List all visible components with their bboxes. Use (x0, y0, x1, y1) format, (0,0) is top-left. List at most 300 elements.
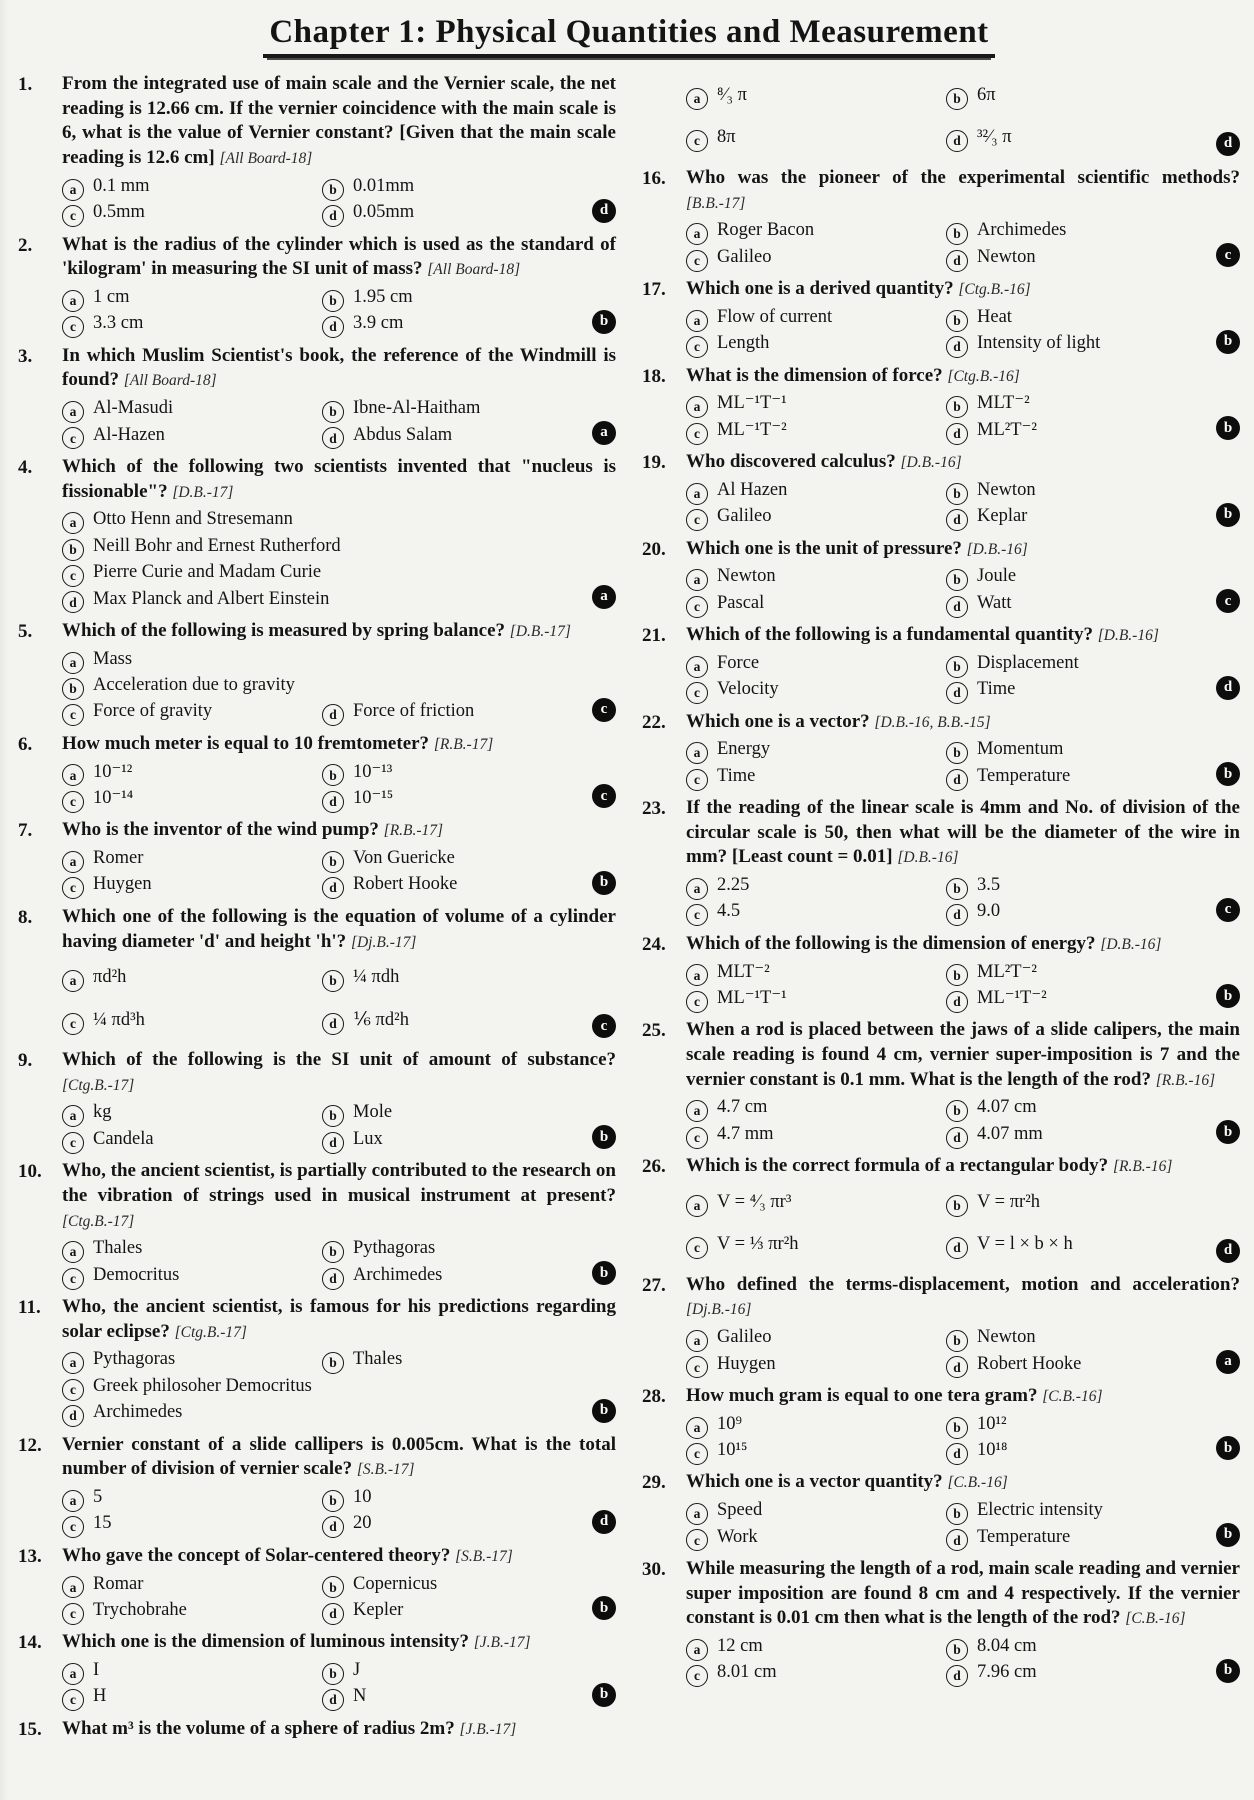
question-18 (642, 364, 1240, 444)
board-citation: [B.B.-17] (686, 194, 746, 212)
option-letter-circle: d (322, 704, 344, 726)
question-8 (18, 905, 616, 1041)
option-text: Kepler (353, 1599, 404, 1620)
option-letter-circle: d (322, 1603, 344, 1625)
question-20 (642, 537, 1240, 617)
option-d (946, 1121, 1206, 1147)
answer-badge: c (592, 1014, 616, 1038)
option-letter-circle: a (686, 396, 708, 418)
question-25 (642, 1018, 1240, 1147)
option-letter-circle: b (946, 1195, 968, 1217)
question-text: Which one is a derived quantity? [Ctg.B.-16] (686, 278, 1031, 299)
question-number: 25. (642, 1020, 666, 1042)
question-number: 27. (642, 1274, 666, 1296)
option-d (62, 586, 582, 612)
option-letter-circle: b (322, 1105, 344, 1127)
option-text: Otto Henn and Stresemann (93, 509, 293, 530)
option-text: Watt (977, 592, 1012, 613)
option-letter-circle: d (322, 316, 344, 338)
question-row (642, 450, 1240, 530)
question-21 (642, 623, 1240, 703)
option-c (686, 330, 946, 356)
option-letter-circle: c (686, 769, 708, 791)
question-number: 1. (18, 74, 33, 95)
option-d (946, 763, 1206, 789)
option-text: 4.07 cm (977, 1097, 1037, 1118)
question-12 (18, 1433, 616, 1537)
option-text: V = l × b × h (977, 1234, 1073, 1255)
question-row (18, 1048, 616, 1152)
question-number: 26. (642, 1156, 666, 1178)
board-citation: [D.B.-16] (897, 849, 959, 867)
question-9 (18, 1048, 616, 1152)
option-text: 2.25 (717, 875, 750, 896)
question-row (642, 277, 1240, 357)
option-text: 8π (717, 127, 736, 148)
board-citation: [S.B.-17] (356, 1461, 415, 1479)
question-6 (18, 732, 616, 812)
right-column (642, 72, 1240, 1750)
option-letter-circle: a (686, 656, 708, 678)
question-row (18, 72, 616, 226)
option-b (322, 1484, 582, 1510)
question-text: Which one is the dimension of luminous intensity? [J.B.-17] (62, 1631, 531, 1653)
option-c (686, 898, 946, 924)
option-a (62, 1346, 322, 1372)
option-letter-circle: b (946, 742, 968, 764)
option-text: Archimedes (977, 220, 1067, 241)
option-letter-circle: a (686, 742, 708, 764)
option-letter-circle: a (62, 970, 84, 992)
option-letter-circle: d (946, 250, 968, 272)
option-text: Huygen (93, 874, 152, 895)
board-citation: [S.B.-17] (455, 1547, 513, 1565)
option-letter-circle: c (62, 1603, 84, 1625)
option-text: 10 (353, 1487, 372, 1508)
option-letter-circle: c (62, 565, 84, 587)
question-17 (642, 277, 1240, 357)
option-text: 10¹⁵ (717, 1440, 748, 1461)
board-citation: [C.B.-16] (1042, 1387, 1103, 1405)
option-letter-circle: c (686, 991, 708, 1013)
option-a (686, 1633, 946, 1659)
option-text: Thales (353, 1349, 403, 1370)
option-letter-circle: b (322, 1663, 344, 1685)
option-letter-circle: c (62, 704, 84, 726)
option-text: 10⁻¹³ (353, 761, 393, 782)
option-a (686, 872, 946, 898)
answer-badge: d (1216, 132, 1240, 156)
question-text: Which one is a vector quantity? [C.B.-16] (686, 1471, 1008, 1493)
question-row (642, 623, 1240, 703)
option-letter-circle: a (62, 1352, 84, 1374)
option-c (686, 676, 946, 702)
question-number: 14. (18, 1632, 42, 1654)
option-text: 3.5 (977, 875, 1001, 896)
option-b (946, 217, 1206, 243)
question-body (62, 1630, 616, 1710)
option-text: Archimedes (353, 1264, 443, 1285)
question-11 (18, 1295, 616, 1426)
question-body (62, 732, 616, 812)
question-text: What is the dimension of force? [Ctg.B.-16] (686, 364, 1020, 386)
question-row (18, 905, 616, 1041)
option-text: ⅙ πd²h (353, 1009, 409, 1030)
option-text: Huygen (717, 1353, 776, 1374)
option-text: 8.04 cm (977, 1636, 1037, 1656)
option-a (62, 395, 322, 421)
question-body (686, 623, 1240, 703)
option-d (946, 116, 1206, 158)
question-columns (18, 72, 1240, 1750)
left-column (18, 72, 616, 1750)
option-a (686, 959, 946, 985)
question-row (18, 1544, 616, 1624)
option-c (686, 763, 946, 789)
option-c (686, 1121, 946, 1147)
question-body (62, 619, 616, 725)
option-text: Momentum (977, 739, 1064, 760)
option-text: MLT⁻² (717, 961, 770, 982)
option-c (62, 871, 322, 897)
option-letter-circle: b (322, 1241, 344, 1263)
option-text: Robert Hooke (977, 1353, 1082, 1374)
question-number: 23. (642, 798, 666, 819)
question-text: What m³ is the volume of a sphere of radius 2m? [J.B.-17] (62, 1717, 517, 1739)
board-citation: [All Board-18] (219, 150, 313, 168)
title-wrap (18, 14, 1240, 58)
option-b (946, 650, 1206, 676)
option-letter-circle: a (686, 1100, 708, 1122)
options-grid (62, 1099, 616, 1152)
option-letter-circle: d (62, 1405, 84, 1427)
option-text: 9.0 (977, 901, 1001, 922)
option-letter-circle: c (62, 316, 84, 338)
question-text: Which of the following is the SI unit of amount of substance? [Ctg.B.-17] (62, 1049, 616, 1094)
question-body (62, 1295, 616, 1426)
option-text: 4.5 (717, 901, 741, 922)
question-body (686, 1018, 1240, 1147)
option-text: Robert Hooke (353, 874, 458, 895)
option-letter-circle: d (322, 1013, 344, 1035)
option-letter-circle: a (62, 512, 84, 534)
options-grid (686, 959, 1240, 1012)
option-text: J (353, 1660, 361, 1681)
question-text: Which of the following is a fundamental quantity? [D.B.-16] (686, 624, 1159, 645)
answer-badge: d (1216, 1239, 1240, 1263)
option-letter-circle: b (946, 1330, 968, 1352)
question-number: 22. (642, 711, 666, 733)
option-a (62, 1099, 322, 1125)
options-grid (62, 1484, 616, 1537)
options-grid (62, 173, 616, 226)
option-letter-circle: a (62, 764, 84, 786)
option-letter-circle: b (946, 1417, 968, 1439)
question-text: Which of the following is measured by spring balance? [D.B.-17] (62, 619, 571, 641)
question-text: What is the radius of the cylinder which is used as the standard of 'kilogram' in measuring the SI unit of mass? [All Board-18] (62, 233, 616, 280)
answer-badge: c (592, 784, 616, 808)
question-26 (642, 1154, 1240, 1266)
answer-badge: b (1216, 330, 1240, 354)
option-d (946, 590, 1206, 616)
option-text: Flow of current (717, 306, 833, 327)
option-d (946, 985, 1206, 1011)
option-c (62, 785, 322, 811)
option-c (62, 1510, 322, 1536)
option-b (322, 845, 582, 871)
option-letter-circle: a (62, 851, 84, 873)
option-text: Temperature (977, 765, 1071, 786)
option-a (686, 74, 946, 116)
option-text: Electric intensity (977, 1500, 1103, 1521)
option-text: V = πr²h (977, 1191, 1041, 1212)
option-text: V = ⅓ πr²h (717, 1234, 799, 1255)
option-letter-circle: a (62, 1241, 84, 1263)
option-letter-circle: a (686, 964, 708, 986)
answer-badge: c (1216, 589, 1240, 613)
question-number: 20. (642, 538, 666, 560)
option-d (322, 199, 582, 225)
question-row (642, 364, 1240, 444)
option-letter-circle: c (686, 130, 708, 152)
options-grid (686, 1497, 1240, 1550)
option-text: 1 cm (93, 286, 130, 307)
question-row (642, 1154, 1240, 1266)
question-5 (18, 619, 616, 725)
question-16 (642, 166, 1240, 270)
option-letter-circle: c (686, 1665, 708, 1687)
option-letter-circle: c (686, 1127, 708, 1149)
question-number: 2. (18, 234, 33, 256)
question-body (62, 1433, 616, 1537)
option-a (62, 646, 582, 672)
option-letter-circle: c (686, 1443, 708, 1465)
option-a (62, 845, 322, 871)
option-text: Joule (977, 566, 1017, 587)
option-letter-circle: b (946, 396, 968, 418)
option-letter-circle: b (322, 290, 344, 312)
question-27 (642, 1273, 1240, 1377)
option-b (62, 533, 582, 559)
question-row (18, 233, 616, 337)
option-a (686, 1181, 946, 1223)
option-text: Neill Bohr and Ernest Rutherford (93, 535, 341, 556)
board-citation: [Ctg.B.-16] (947, 367, 1020, 385)
option-d (62, 1399, 582, 1425)
option-letter-circle: a (62, 1105, 84, 1127)
option-letter-circle: a (62, 1663, 84, 1685)
option-c (686, 503, 946, 529)
question-number: 8. (18, 906, 33, 928)
option-text: Pierre Curie and Madam Curie (93, 562, 322, 583)
option-b (322, 395, 582, 421)
option-d (946, 1437, 1206, 1463)
option-text: Thales (93, 1238, 143, 1259)
option-a (62, 1235, 322, 1261)
board-citation: [J.B.-17] (473, 1634, 531, 1652)
option-letter-circle: a (62, 1576, 84, 1598)
option-text: 6π (977, 85, 996, 105)
options-grid (686, 1633, 1240, 1686)
options-grid (62, 845, 616, 898)
option-a (686, 390, 946, 416)
option-text: Length (717, 333, 770, 354)
option-text: Newton (977, 479, 1036, 500)
option-letter-circle: b (946, 656, 968, 678)
option-b (322, 173, 582, 199)
option-text: ³²⁄₃ π (977, 127, 1012, 148)
question-text: Who, the ancient scientist, is famous for his predictions regarding solar eclipse? [Ctg.B.-17] (62, 1296, 616, 1342)
option-letter-circle: a (62, 1490, 84, 1512)
option-c (686, 244, 946, 270)
question-30 (642, 1557, 1240, 1686)
question-row (18, 818, 616, 898)
option-d (322, 422, 582, 448)
question-number: 16. (642, 167, 666, 189)
option-letter-circle: a (686, 569, 708, 591)
option-letter-circle: c (62, 1268, 84, 1290)
option-letter-circle: a (686, 1639, 708, 1661)
option-letter-circle: a (686, 223, 708, 245)
question-row (18, 344, 616, 448)
question-number (642, 72, 686, 159)
question-text: Which one of the following is the equation of volume of a cylinder having diameter 'd' and height 'h'? [Dj.B.-17] (62, 905, 616, 952)
option-letter-circle: b (946, 223, 968, 245)
option-text: Galileo (717, 1327, 772, 1348)
question-row (642, 1018, 1240, 1147)
option-letter-circle: d (322, 1516, 344, 1538)
option-letter-circle: c (686, 336, 708, 358)
question-4 (18, 455, 616, 612)
option-letter-circle: b (946, 878, 968, 900)
option-b (322, 1346, 582, 1372)
option-letter-circle: d (322, 1689, 344, 1711)
option-letter-circle: d (62, 591, 84, 613)
option-letter-circle: d (946, 423, 968, 445)
option-letter-circle: c (686, 682, 708, 704)
question-2 (18, 233, 616, 337)
option-b (946, 959, 1206, 985)
option-letter-circle: a (686, 88, 708, 110)
question-body (686, 1557, 1240, 1686)
answer-badge: d (1216, 676, 1240, 700)
options-grid (686, 1181, 1240, 1266)
answer-badge: b (1216, 416, 1240, 440)
option-text: ML⁻¹T⁻¹ (717, 393, 787, 414)
board-citation: [Ctg.B.-17] (174, 1323, 247, 1341)
option-letter-circle: c (62, 791, 84, 813)
question-10 (18, 1159, 616, 1288)
option-letter-circle: d (946, 130, 968, 152)
option-text: Speed (717, 1500, 763, 1521)
question-19 (642, 450, 1240, 530)
option-letter-circle: c (686, 250, 708, 272)
option-letter-circle: b (946, 88, 968, 110)
option-text: 20 (353, 1513, 372, 1534)
option-text: Trychobrahe (93, 1599, 187, 1620)
option-letter-circle: d (946, 991, 968, 1013)
option-b (946, 1497, 1206, 1523)
option-letter-circle: d (946, 596, 968, 618)
board-citation: [C.B.-16] (1125, 1610, 1186, 1628)
option-d (322, 1510, 582, 1536)
option-text: Pythagoras (93, 1349, 176, 1370)
option-letter-circle: b (946, 569, 968, 591)
option-d (946, 676, 1206, 702)
option-letter-circle: b (946, 1100, 968, 1122)
option-b (322, 1657, 582, 1683)
question-14 (18, 1630, 616, 1710)
question-row (18, 455, 616, 612)
question-row (18, 1630, 616, 1710)
option-text: Romar (93, 1573, 144, 1594)
option-text: 4.07 mm (977, 1123, 1043, 1144)
option-letter-circle: d (946, 1237, 968, 1259)
option-b (946, 736, 1206, 762)
option-letter-circle: c (62, 1132, 84, 1154)
question-text: In which Muslim Scientist's book, the reference of the Windmill is found? [All Board-18] (62, 344, 616, 391)
question-body (62, 1159, 616, 1288)
question-row (642, 932, 1240, 1012)
options-grid (62, 1657, 616, 1710)
question-body (686, 364, 1240, 444)
option-c (62, 1126, 322, 1152)
option-d (946, 1223, 1206, 1265)
question-15-options (642, 72, 1240, 159)
option-text: 4.7 mm (717, 1123, 774, 1144)
option-c (62, 559, 582, 585)
option-b (946, 74, 1206, 116)
option-a (62, 1571, 322, 1597)
options-grid (686, 736, 1240, 789)
question-29 (642, 1470, 1240, 1550)
option-text: ML⁻¹T⁻² (977, 987, 1047, 1008)
board-citation: [All Board-18] (427, 261, 521, 279)
answer-badge: b (592, 1683, 616, 1707)
option-text: N (353, 1686, 367, 1707)
options-grid (686, 217, 1240, 270)
question-body (686, 166, 1240, 270)
option-text: Max Planck and Albert Einstein (93, 588, 330, 609)
option-letter-circle: b (946, 1503, 968, 1525)
question-text: Who is the inventor of the wind pump? [R.B.-17] (62, 819, 444, 841)
options-grid (62, 759, 616, 812)
question-body (62, 72, 616, 226)
question-1 (18, 72, 616, 226)
board-citation: [D.B.-16] (1100, 935, 1162, 953)
option-text: Al-Masudi (93, 398, 174, 419)
answer-badge: b (592, 310, 616, 334)
option-text: Candela (93, 1128, 154, 1149)
question-body (686, 1384, 1240, 1464)
question-text: If the reading of the linear scale is 4mm and No. of division of the circular scale is 50, then what will be the diameter of the wire in mm? [Least count = 0.01] [D.B.-16] (686, 797, 1240, 868)
option-text: Greek philosoher Democritus (93, 1375, 312, 1396)
option-text: Archimedes (93, 1402, 183, 1423)
question-text: Who gave the concept of Solar-centered theory? [S.B.-17] (62, 1544, 513, 1566)
options-grid (686, 650, 1240, 703)
option-d (946, 1351, 1206, 1377)
option-text: ML²T⁻² (977, 419, 1037, 440)
option-letter-circle: d (946, 1665, 968, 1687)
question-text: How much gram is equal to one tera gram? [C.B.-16] (686, 1384, 1103, 1406)
question-text: Which one is a vector? [D.B.-16, B.B.-15] (686, 710, 991, 732)
question-row (18, 1717, 616, 1743)
question-28 (642, 1384, 1240, 1464)
page-title: Chapter 1: Physical Quantities and Measurement (263, 14, 994, 58)
option-letter-circle: b (322, 401, 344, 423)
option-letter-circle: d (946, 769, 968, 791)
option-letter-circle: d (322, 1132, 344, 1154)
